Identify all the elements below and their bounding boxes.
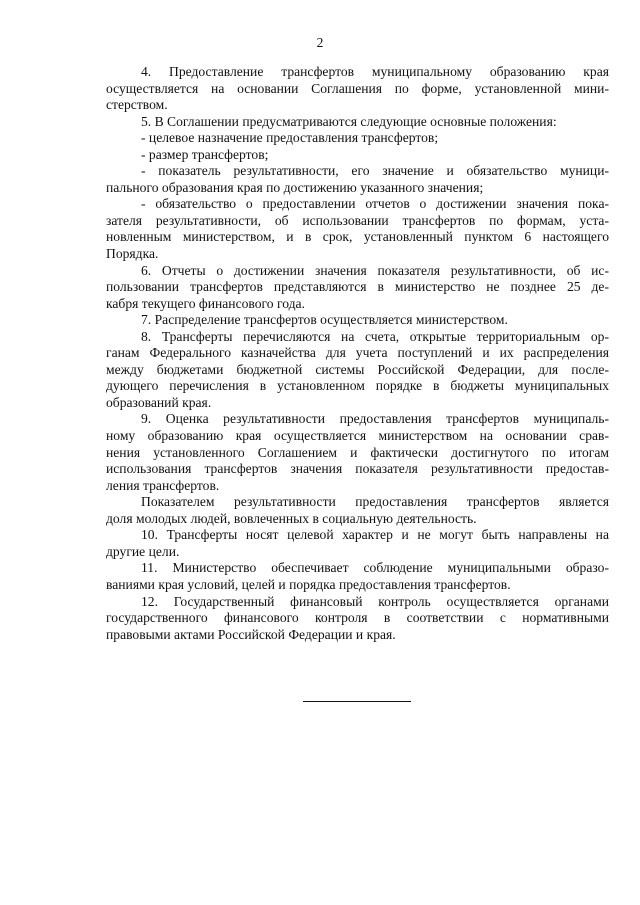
body-text-line: - целевое назначение предоставления трансфертов; xyxy=(141,130,439,146)
body-text-line: ления трансфертов. xyxy=(106,477,220,493)
body-text-line: 4. Предоставление трансфертов муниципальному образованию края xyxy=(141,64,609,79)
body-text-line: стерством. xyxy=(106,97,168,113)
body-text-line: 12. Государственный финансовый контроль осуществляется органами xyxy=(141,593,609,609)
body-text-line: образований края. xyxy=(106,394,212,410)
closing-separator-line xyxy=(303,701,411,702)
body-text-line: 5. В Соглашении предусматриваются следующие основные положения: xyxy=(141,113,557,129)
body-text-line: нения установленного Соглашением и фактически достигнутого по итогам xyxy=(106,444,609,460)
body-text-line: 7. Распределение трансфертов осуществляется министерством. xyxy=(141,312,508,328)
body-text-line: 11. Министерство обеспечивает соблюдение муниципальными образо- xyxy=(141,560,609,576)
body-text-line: ганам Федерального казначейства для учета поступлений и их распределения xyxy=(106,345,609,361)
page-number: 2 xyxy=(316,35,324,50)
body-text-line: кабря текущего финансового года. xyxy=(106,295,305,311)
body-text-line: ваниями края условий, целей и порядка предоставления трансфертов. xyxy=(106,576,511,592)
body-text-line: - обязательство о предоставлении отчетов о достижении значения пока- xyxy=(141,196,609,212)
body-text-line: государственного финансового контроля в соответствии с нормативными xyxy=(106,610,609,626)
body-text-line: дующего перечисления в установленном порядке в бюджеты муниципальных xyxy=(106,378,609,394)
body-text-line: другие цели. xyxy=(106,543,180,559)
body-text-line: между бюджетами бюджетной системы Российской Федерации, для после- xyxy=(106,361,609,377)
body-text-line: - размер трансфертов; xyxy=(141,146,269,162)
body-text-line: 10. Трансферты носят целевой характер и не могут быть направлены на xyxy=(141,527,609,543)
body-text-line: использования трансфертов значения показателя результативности предостав- xyxy=(106,461,609,477)
body-text-line: ному образованию края осуществляется министерством на основании срав- xyxy=(106,428,609,444)
body-text-line: правовыми актами Российской Федерации и края. xyxy=(106,626,396,642)
body-text-line: 9. Оценка результативности предоставления трансфертов муниципаль- xyxy=(141,411,609,427)
body-text-line: новленным министерством, и в срок, установленный пунктом 6 настоящего xyxy=(106,229,609,245)
body-text-line: осуществляется на основании Соглашения по форме, установленной мини- xyxy=(106,80,609,96)
body-text-line: 6. Отчеты о достижении значения показателя результативности, об ис- xyxy=(141,262,609,278)
body-text-line: Порядка. xyxy=(106,246,159,262)
body-text-line: 8. Трансферты перечисляются на счета, открытые территориальным ор- xyxy=(141,328,609,344)
document-body xyxy=(106,64,609,643)
body-text-line: - показатель результативности, его значение и обязательство муници- xyxy=(141,163,609,179)
body-text-line: пального образования края по достижению указанного значения; xyxy=(106,179,484,195)
body-text-line: пользовании трансфертов представляются в министерство не позднее 25 де- xyxy=(106,279,609,295)
body-text-line: доля молодых людей, вовлеченных в социальную деятельность. xyxy=(106,510,477,526)
body-text-line: зателя результативности, об использовании трансфертов по формам, уста- xyxy=(106,212,609,228)
body-text-line: Показателем результативности предоставления трансфертов является xyxy=(141,494,609,510)
